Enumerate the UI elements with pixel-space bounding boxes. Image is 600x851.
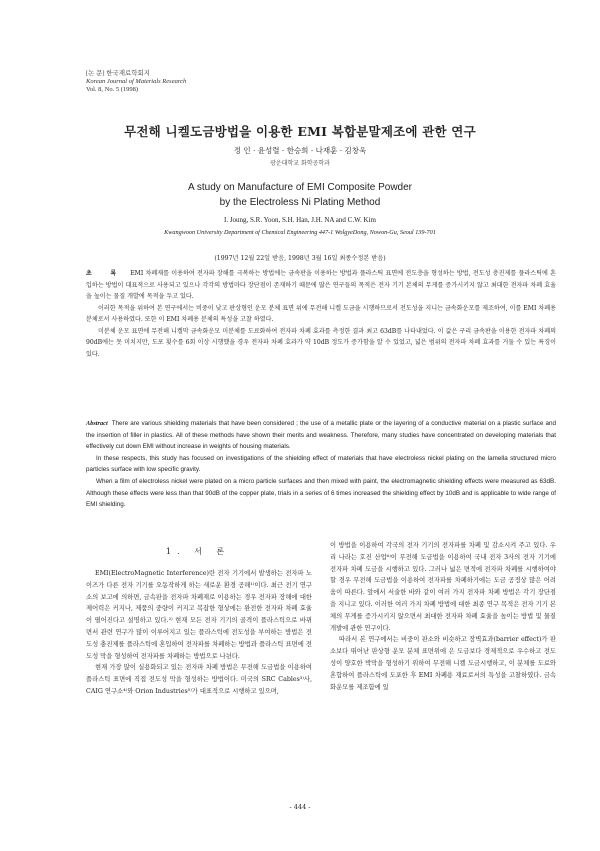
journal-header <box>86 70 186 94</box>
authors-english: I. Joung, S.R. Yoon, S.H. Han, J.H. NA and C.W. Kim <box>223 216 376 224</box>
body-column-right <box>330 540 556 693</box>
title-english <box>0 180 600 210</box>
abstract-korean <box>86 268 556 360</box>
journal-name: Korean Journal of Materials Research <box>86 78 187 85</box>
title-korean: 무전해 니켈도금방법을 이용한 EMI 복합분말제조에 관한 연구 <box>124 124 476 139</box>
body-left-p1: EMI(ElectroMagnetic Interference)란 전자 기기에서 발생하는 전자파 노이즈가 다른 전자 기기를 오동작하게 하는 새로운 환경 공해¹⁾이다. 최근 전기 연구소의 보고에 의하면, 금속판을 전자파 차폐재로 이용하는 경우 전자파 장해에 대한 제어력은 커지나, 제품의 중량이 커지고 복잡한 형상에는 완전한 전자파 차폐 효율이 떨어진다고 설명하고 있다.²⁾ 현재 모든 전자 기기의 골격이 플라스틱으로 바뀌면서 관련 연구가 많이 이루어지고 있는 플라스틱에 전도성을 부여하는 방법은 전도성 충진제를 플라스틱에 혼입하여 전자파를 차폐하는 방법과 플라스틱 표면에 전도성 막을 형성하여 전자파를 차폐하는 방법으로 나뉜다. <box>86 570 312 660</box>
page-number: - 444 - <box>289 803 311 811</box>
body-left-p2: 현재 가장 많이 실용화되고 있는 전자파 차폐 방법은 무전해 도금법을 이용하여 플라스틱 표면에 직접 전도성 막을 형성하는 방법이다. 미국의 SRC Cables³⁾사, CAIG 연구소⁴⁾와 Orion Industries⁵⁾가 대표적으로 시행하고 있으며, <box>86 664 312 695</box>
section-heading-introduction: 1. 서 론 <box>165 547 231 556</box>
affiliation-english: Kwangwoon University Department of Chemical Engineering 447-1 WolgyeDong, Nowon-Gu, Seoul 139-701 <box>164 229 436 236</box>
abstract-korean-label: 초 록 <box>86 270 125 277</box>
abstract-english-label: Abstract <box>86 420 108 427</box>
body-right-p1: 이 방법을 이용하여 각국의 전자 기기의 전자파를 차폐 및 감소시켜 주고 있다. 우리 나라는 호진 산업⁶⁾이 무전해 도금법을 이용하여 국내 전자 3사의 전자 기기에 전자파 차폐 도금을 시행하고 있다. 그러나 넓은 면적에 전자파 차폐를 시행하여야 할 경우 무전해 도금법을 이용하여 전자파를 차폐하기에는 도금 공정상 많은 어려움이 따른다. 앞에서 서술한 바와 같이 여러 가지 전자파 차폐 방법은 각기 장단점을 지니고 있다. 이러한 여러 가지 차폐 방법에 대한 최종 연구 목적은 전자 기기 본체의 무게를 증가시키지 않으면서 최대한 전자파 차폐 효율을 높이는 방법 및 물질 개발에 관한 연구이다. <box>330 542 556 632</box>
authors-korean: 정 인 · 윤성렬 · 한승희 · 나재훈 · 김창욱 <box>233 146 367 155</box>
journal-volume: Vol. 8, No. 5 (1998) <box>86 86 139 93</box>
abstract-korean-p2: 이러한 목적을 위하여 본 연구에서는 비중이 낮고 판상형인 운모 분체 표면 위에 무전해 니켈 도금을 시행하므로서 전도성을 지니는 금속화운모를 제조하여, 이를 EMI 차폐용 분체로서 사용하였다. 또한 이 EMI 차폐용 분체의 특성을 고찰 하였다. <box>86 304 556 323</box>
body-column-left <box>86 568 312 698</box>
received-dates: (1997년 12월 22일 받음, 1998년 3월 16일 최종수정본 받음) <box>214 255 386 262</box>
title-english-line1: A study on Manufacture of EMI Composite Powder <box>188 182 412 193</box>
abstract-english-p3: When a film of electroless nickel were plated on a micro particle surfaces and then mixed with paint, the electromagnetic shielding effects were measured as 63dB. Although these effects were less than that 90dB of the copper plate, trials in a series of 6 times increased the shielding effect by 10dB and is applicable to wide range of EMI shielding. <box>86 477 556 509</box>
title-english-line2: by the Electroless Ni Plating Method <box>219 197 381 208</box>
abstract-english-p2: In these respects, this study has focused on investigations of the shielding effect of materials that have electroless nickel plating on the lamella structured micro particles surface with low specific gravity. <box>86 454 556 474</box>
abstract-english-p1: Abstract There are various shielding materials that have been considered ; the use of a metallic plate or the layering of a conductive material on a plastic surface and the insertion of filler in plastics. All of these methods have shown their merits and weakness. Therefore, many studies have concentrated on developing materials that effectively cut down EMI without increase in weights of housing materials. <box>86 420 556 451</box>
affiliation-korean: 광운대학교 화학공학과 <box>270 160 330 167</box>
abstract-korean-p1: 초 록 EMI 차폐재를 이용하여 전자파 장해를 극복하는 방법에는 금속판을 이용하는 방법과 플라스틱 표면에 전도층을 형성하는 방법, 전도성 충진제를 플라스틱에 혼입하는 방법이 대표적으로 사용되고 있으나 각각의 방법마다 장단점이 존재하기 때문에 많은 연구들의 목적은 전자 기기 본체의 무게를 증가시키지 않고 최대한 전자파 차폐 효율을 높이는 물질 개발에 목적을 두고 있다. <box>86 270 556 300</box>
abstract-english <box>86 418 556 511</box>
journal-category: [논 문] 한국재료학회지 <box>86 70 151 77</box>
body-right-p2: 따라서 본 연구에서는 비중이 판소와 비슷하고 장벽효과(barrier effect)가 판소보다 뛰어난 판상형 운모 분체 표면위에 은 도금보다 경제적으로 우수하고 전도성이 양호한 박막을 형성하기 위하여 무전해 니켈 도금시행하고, 이 분체를 도료와 혼합하여 플라스틱에 도포한 후 EMI 차폐용 재료로서의 특성을 고찰하였다. 금속화운모를 제조함에 있 <box>330 636 556 691</box>
abstract-korean-p3: 미분체 운모 표면에 무전해 니켈막 금속화운모 미분체를 도료화하여 전자파 차폐 효과를 측정한 결과 최고 63dB를 나타내었다. 이 값은 구리 금속판을 이용한 전자파 차폐의 90dB에는 못 미치지만, 도포 횟수를 6회 이상 시행했을 경우 전자파 차폐 효과가 약 10dB 정도가 증가함을 알 수 있었고, 넓은 범위의 전자파 차폐 효과를 거둘 수 있는 특징이 있다. <box>86 327 556 358</box>
